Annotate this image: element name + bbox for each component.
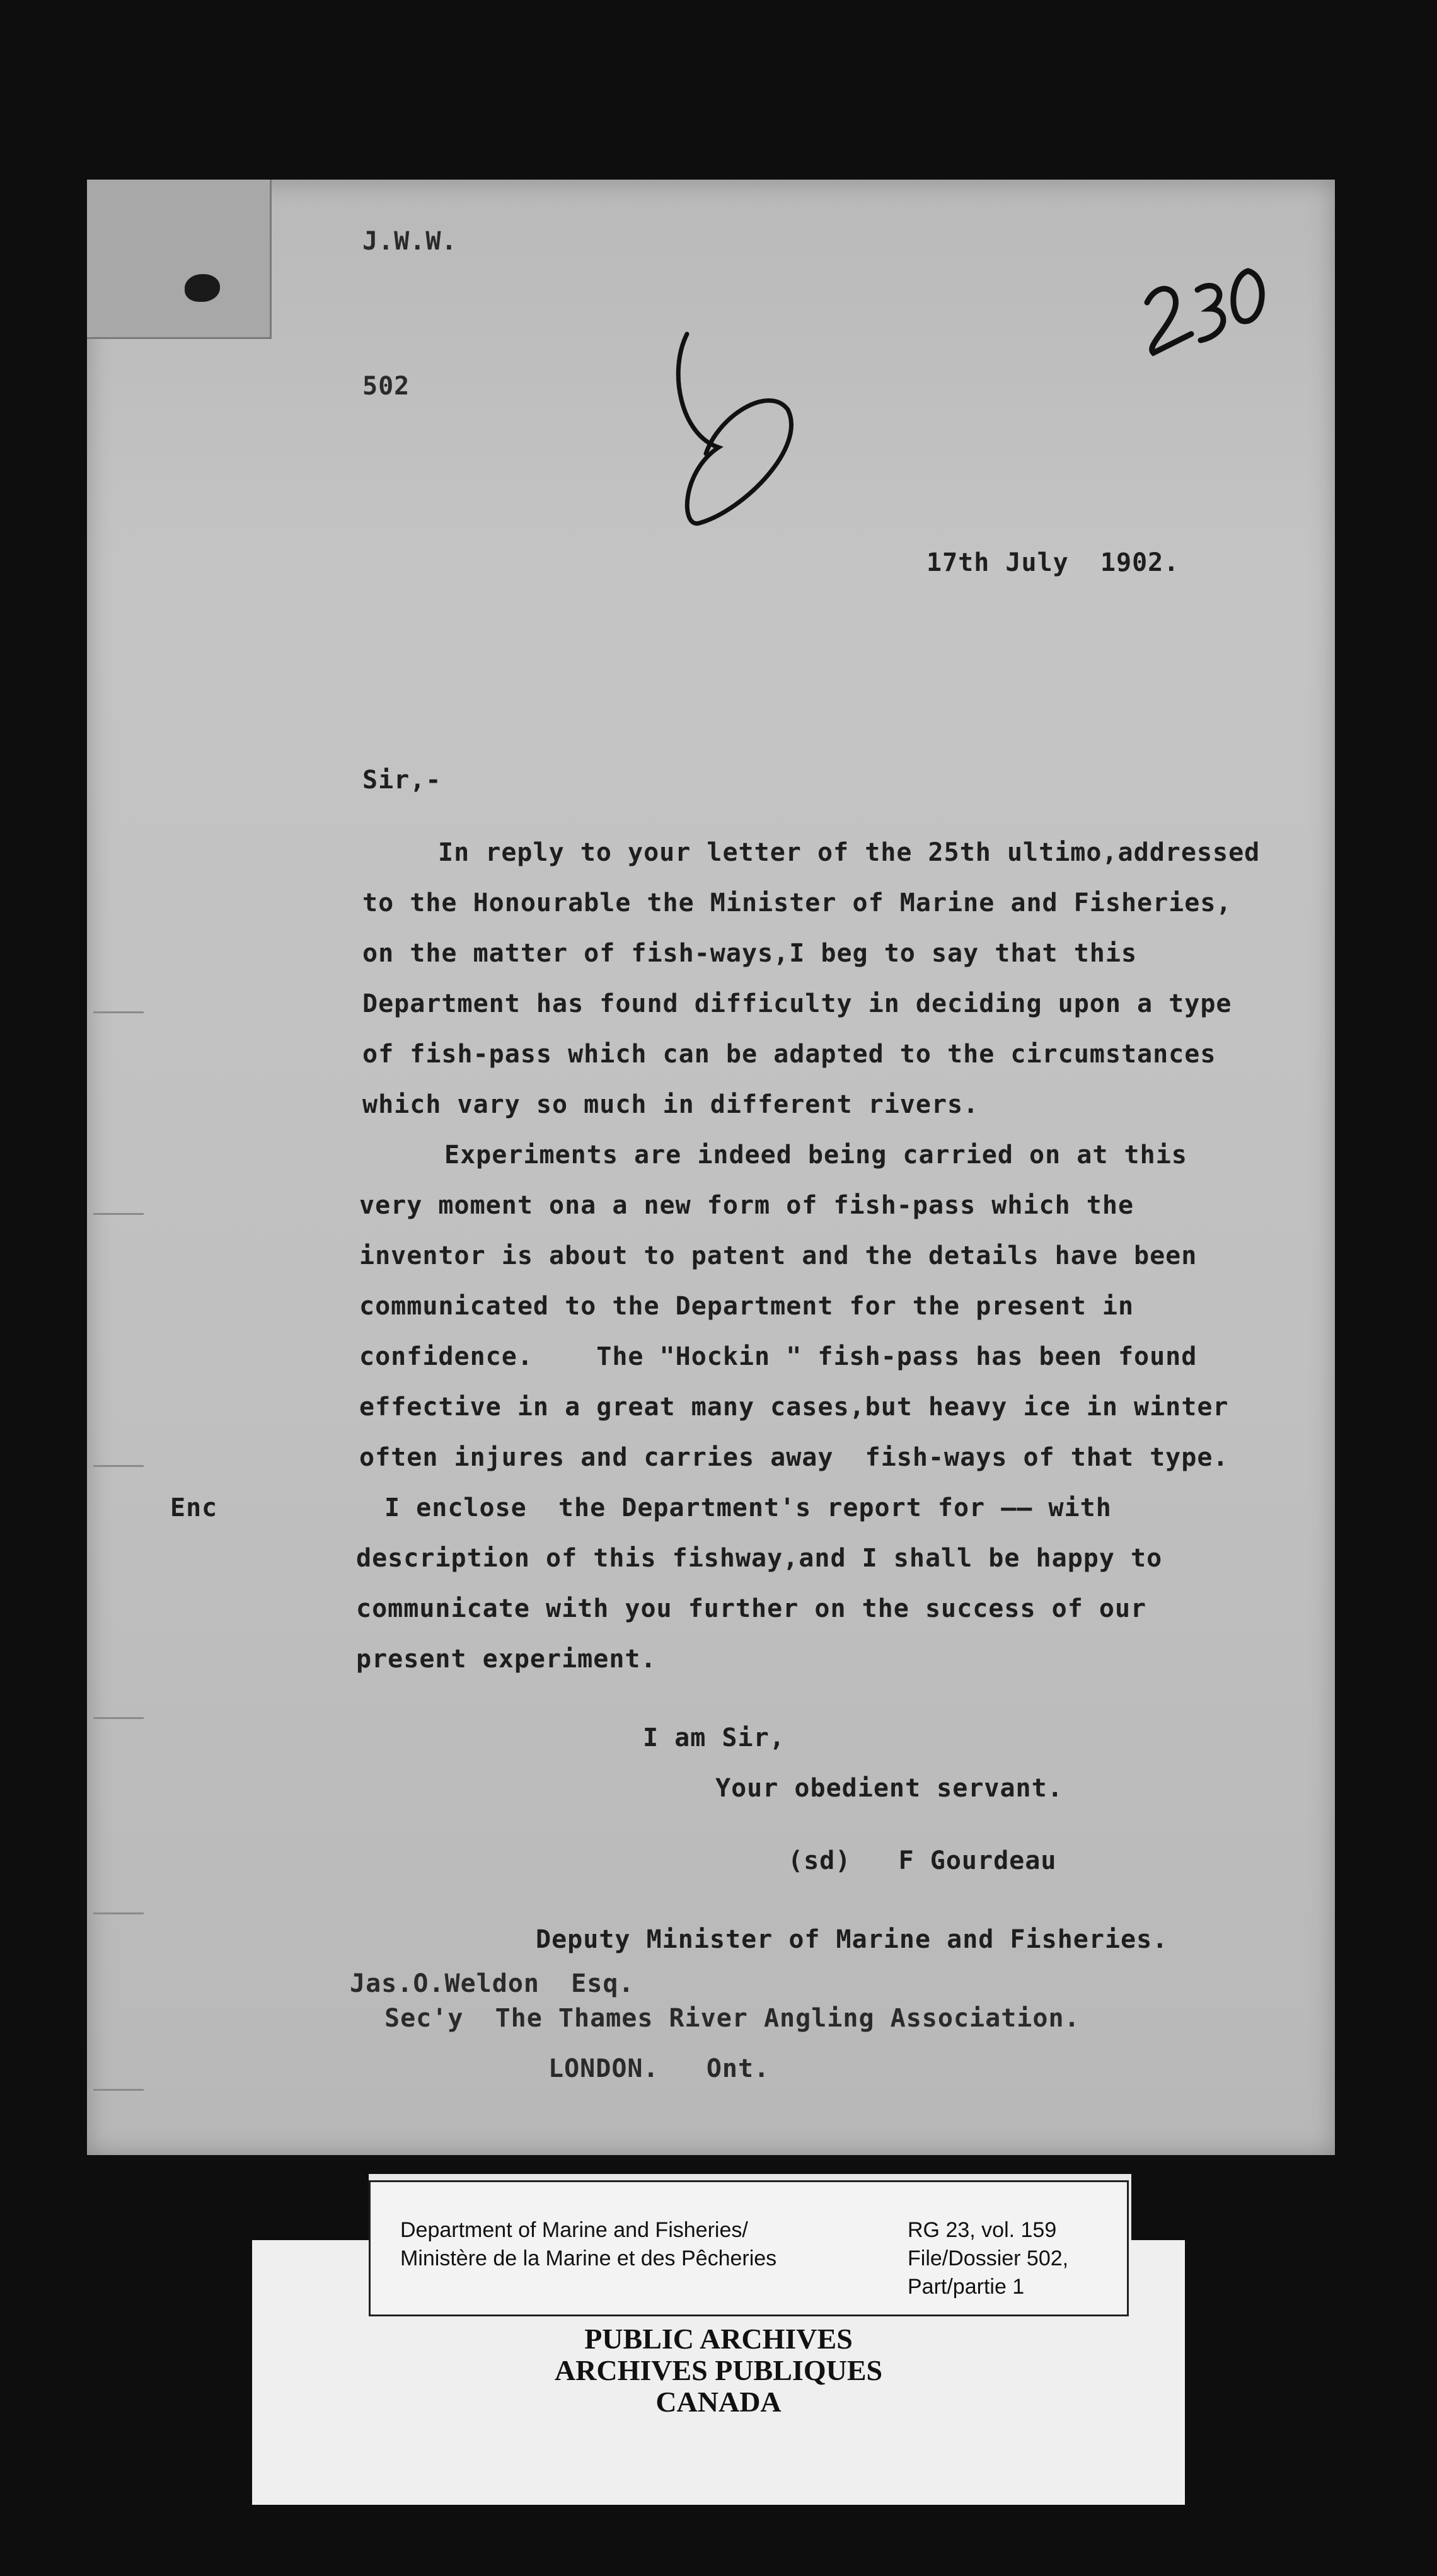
body-line: present experiment. <box>356 1645 657 1674</box>
margin-tick <box>93 1465 144 1467</box>
punch-hole <box>185 274 220 302</box>
file-number: 502 <box>362 372 410 401</box>
body-line: communicated to the Department for the present in <box>359 1292 1134 1321</box>
body-line: inventor is about to patent and the details have been <box>359 1241 1198 1270</box>
closing-line: I am Sir, <box>643 1723 785 1752</box>
margin-tick <box>93 1912 144 1914</box>
archive-stamp-line: ARCHIVES PUBLIQUES <box>554 2354 883 2386</box>
body-line: communicate with you further on the success of our <box>356 1594 1147 1623</box>
handwritten-mark <box>643 321 832 536</box>
body-line: Experiments are indeed being carried on at this <box>444 1141 1187 1170</box>
corner-tab <box>87 180 272 339</box>
margin-tick <box>93 1213 144 1215</box>
body-line: which vary so much in different rivers. <box>362 1090 979 1119</box>
addressee-title: Sec'y The Thames River Angling Association. <box>384 2004 1080 2033</box>
body-line: on the matter of fish-ways,I beg to say that this <box>362 939 1138 968</box>
addressee-city: LONDON. Ont. <box>548 2054 770 2083</box>
margin-tick <box>93 1011 144 1013</box>
signature: (sd) F Gourdeau <box>788 1846 1057 1875</box>
body-line: description of this fishway,and I shall be happy to <box>356 1544 1163 1573</box>
letter-date: 17th July 1902. <box>926 548 1180 577</box>
body-line: very moment ona a new form of fish-pass which the <box>359 1191 1134 1220</box>
closing-line: Your obedient servant. <box>715 1774 1063 1803</box>
department-english: Department of Marine and Fisheries/ <box>400 2218 748 2242</box>
body-line: In reply to your letter of the 25th ultimo,addressed <box>438 838 1261 867</box>
body-line: effective in a great many cases,but heavy ice in winter <box>359 1393 1229 1422</box>
body-line: often injures and carries away fish-ways of that type. <box>359 1443 1229 1472</box>
archive-stamp-line: CANADA <box>655 2386 782 2418</box>
archive-reference: Part/partie 1 <box>908 2275 1025 2299</box>
addressee-name: Jas.O.Weldon Esq. <box>350 1969 635 1998</box>
handwritten-folio-number <box>1134 252 1286 365</box>
body-line: I enclose the Department's report for —— with <box>384 1493 1112 1522</box>
salutation: Sir,- <box>362 766 442 795</box>
body-line: to the Honourable the Minister of Marine and Fisheries, <box>362 888 1232 917</box>
signature-title: Deputy Minister of Marine and Fisheries. <box>536 1925 1169 1954</box>
archive-reference: RG 23, vol. 159 <box>908 2218 1057 2242</box>
body-line: Department has found difficulty in deciding upon a type <box>362 989 1232 1018</box>
enclosure-label: Enc <box>170 1493 218 1522</box>
archive-stamp-line: PUBLIC ARCHIVES <box>584 2323 853 2355</box>
archive-reference: File/Dossier 502, <box>908 2246 1069 2270</box>
body-line: of fish-pass which can be adapted to the circumstances <box>362 1040 1216 1069</box>
department-french: Ministère de la Marine et des Pêcheries <box>400 2246 777 2270</box>
initials: J.W.W. <box>362 227 458 256</box>
margin-tick <box>93 1717 144 1719</box>
body-line: confidence. The "Hockin " fish-pass has been found <box>359 1342 1198 1371</box>
margin-tick <box>93 2089 144 2091</box>
